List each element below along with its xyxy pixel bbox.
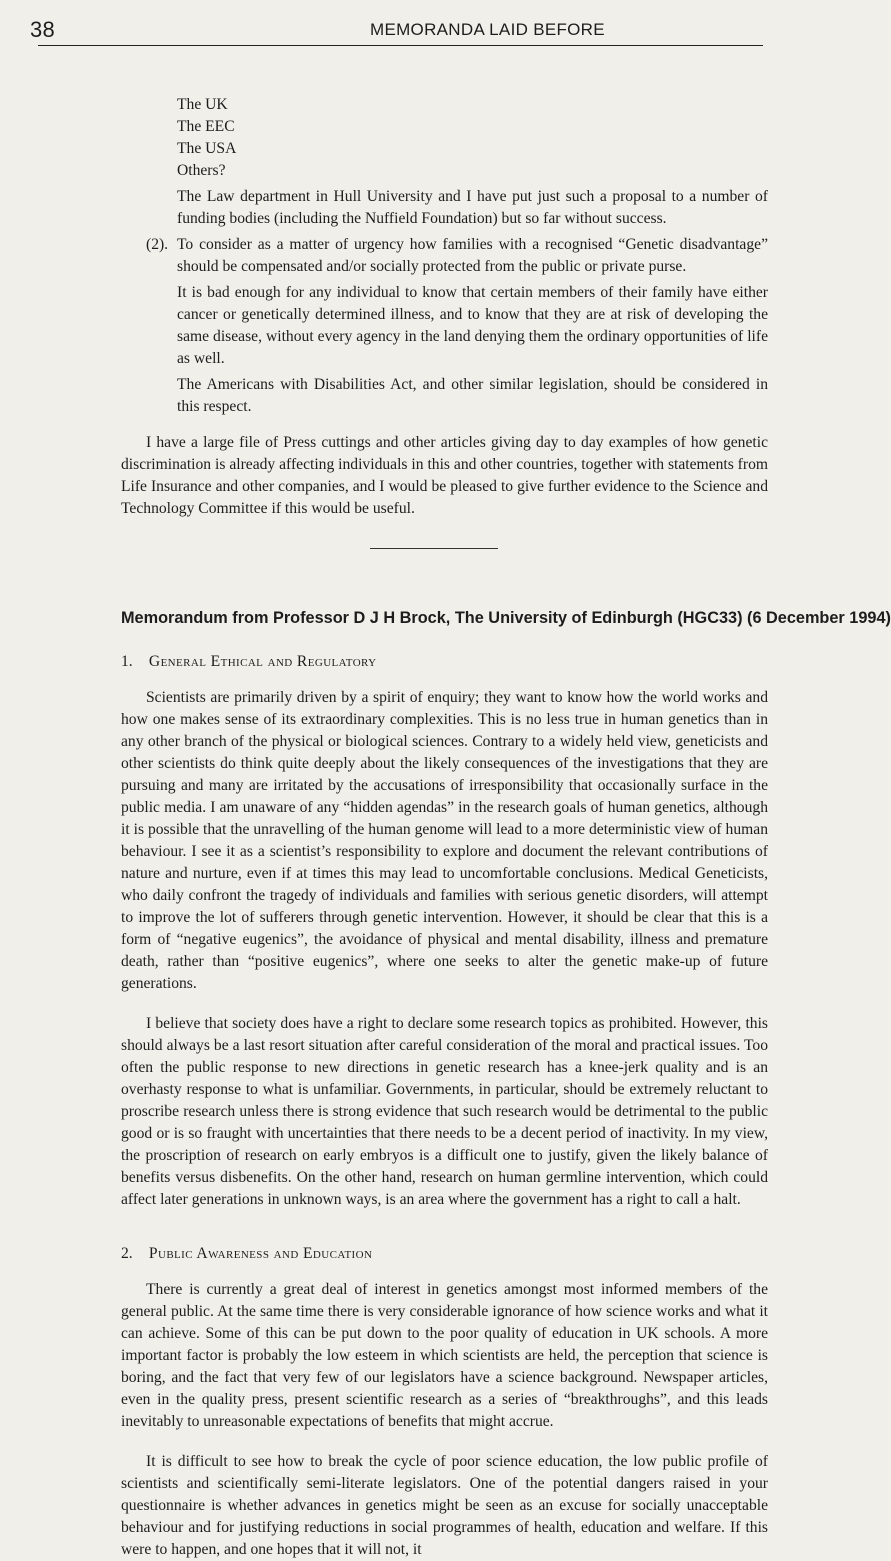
paragraph-break-cycle: It is difficult to see how to break the cycle of poor science education, the low public profile of scientists and scientifically semi-literate legislators. One of the potential dangers raised in your questionnaire is whether advances in genetics might be seen as an excuse for socially unacceptable behaviour and for justifying reductions in social programmes of health, education and welfare. If this were to happen, and one hopes that it will not, it xyxy=(121,1453,768,1558)
section-heading-1 xyxy=(121,653,800,671)
paragraph-society-right: I believe that society does have a right to declare some research topics as prohibited. However, this should always be a last resort situation after careful consideration of the moral and practical issues. Too often the public response to new directions in genetic research has a knee-jerk quality and is an overhasty response to what is unfamiliar. Governments, in particular, should be extremely reluctant to proscribe research unless there is strong evidence that such research would be detrimental to the public good or is so fraught with uncertainties that there needs to be a decent period of inactivity. In my view, the proscription of research on early embryos is a difficult one to justify, given the likely balance of benefits versus disbenefits. On the other hand, research on human germline intervention, which could affect later generations in unknown ways, is an area where the government has a right to call a halt. xyxy=(121,1015,768,1208)
page-number: 38 xyxy=(30,17,56,42)
list-item-uk: The UK xyxy=(177,96,228,113)
paragraph-bad-enough: It is bad enough for any individual to know that certain members of their family have either cancer or genetically determined illness, and to know that they are at risk of developing the same disease, without every agency in the land denying them the ordinary opportunities of life as well. xyxy=(177,284,768,367)
list-item-eec: The EEC xyxy=(177,118,235,135)
paragraph-public-interest: There is currently a great deal of interest in genetics amongst most informed members of the general public. At the same time there is very considerable ignorance of how science works and what it can achieve. Some of this can be put down to the poor quality of education in UK schools. A more important factor is probably the low esteem in which scientists are held, the perception that science is boring, and the fact that very few of our legislators have a science background. Newspaper articles, even in the quality press, present scientific research as a series of “breakthroughs”, and this leads inevitably to unreasonable expectations of benefits that might accrue. xyxy=(121,1281,768,1430)
header-rule xyxy=(38,45,763,46)
section-title: Public Awareness and Education xyxy=(148,1245,373,1262)
memorandum-heading: Memorandum from Professor D J H Brock, The University of Edinburgh (HGC33) (6 December 1994) xyxy=(121,609,891,627)
item-text: To consider as a matter of urgency how families with a recognised “Genetic disadvantage” should be compensated and/or socially protected from the public or private purse. xyxy=(177,236,768,275)
numbered-item-2 xyxy=(0,234,800,278)
list-item-usa: The USA xyxy=(177,140,237,157)
paragraph-scientists: Scientists are primarily driven by a spirit of enquiry; they want to know how the world works and how one makes sense of its extraordinary complexities. This is no less true in human genetics than in any other branch of the physical or biological sciences. Contrary to a widely held view, geneticists and other scientists do think quite deeply about the likely consequences of the investigations that they are pursuing and many are irritated by the accusations of irresponsibility that occasionally surface in the public media. I am unaware of any “hidden agendas” in the research goals of human genetics, although it is possible that the unravelling of the human genome will lead to a more deterministic view of human behaviour. I see it as a scientist’s responsibility to explore and document the relevant contributions of nature and nurture, even if at times this may lead to uncomfortable conclusions. Medical Geneticists, who daily confront the tragedy of individuals and families with serious genetic disorders, will attempt to improve the lot of sufferers through genetic intervention. However, it should be clear that this is a form of “negative eugenics”, the avoidance of physical and mental disability, illness and premature death, rather than “positive eugenics”, where one seeks to alter the genetic make-up of future generations. xyxy=(121,689,768,992)
section-heading-2 xyxy=(121,1245,800,1263)
item-number: (2). xyxy=(146,236,169,253)
list-item-others: Others? xyxy=(177,162,226,179)
running-head-title: MEMORANDA LAID BEFORE xyxy=(370,20,605,39)
section-number: 1. xyxy=(121,653,133,670)
paragraph-americans: The Americans with Disabilities Act, and other similar legislation, should be considered in this respect. xyxy=(177,376,768,415)
page-body xyxy=(0,94,891,1561)
paragraph-funding: The Law department in Hull University and I have put just such a proposal to a number of funding bodies (including the Nuffield Foundation) but so far without success. xyxy=(177,188,768,227)
section-title: General Ethical and Regulatory xyxy=(148,653,377,670)
paragraph-press-cuttings: I have a large file of Press cuttings and other articles giving day to day examples of how genetic discrimination is already affecting individuals in this and other countries, together with statements from Life Insurance and other companies, and I would be pleased to give further evidence to the Science and Technology Committee if this would be useful. xyxy=(121,434,768,517)
section-number: 2. xyxy=(121,1245,133,1262)
separator-rule xyxy=(370,548,498,549)
